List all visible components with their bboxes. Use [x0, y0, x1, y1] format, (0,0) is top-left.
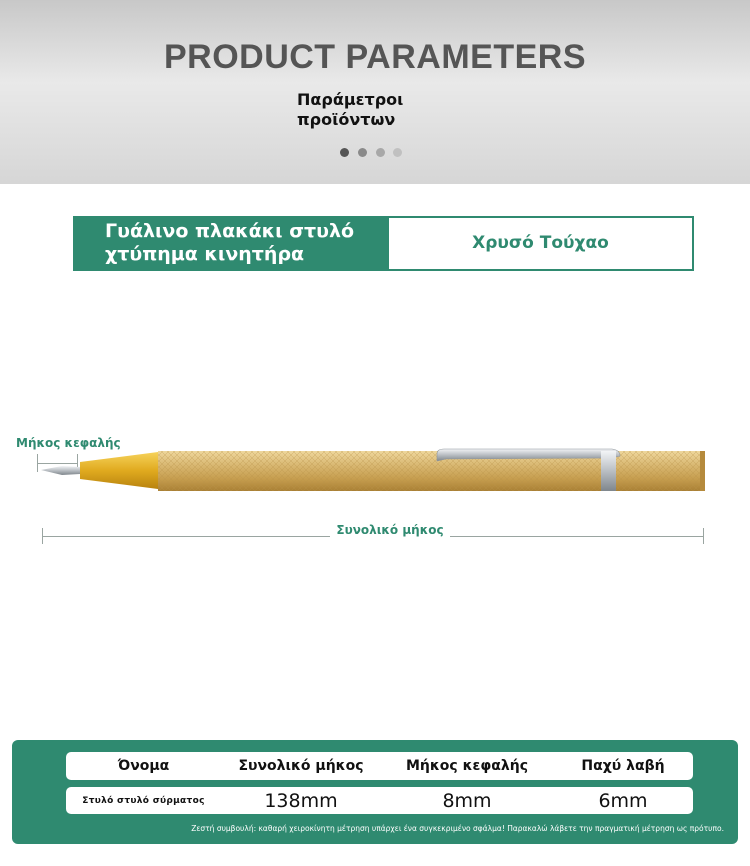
header-head-length: Μήκος κεφαλής [405, 758, 529, 774]
product-variant: Χρυσό Τούχαο [472, 233, 609, 253]
product-title-box [73, 216, 694, 271]
product-name: Γυάλινο πλακάκι στυλό χτύπημα κινητήρα [75, 218, 389, 269]
pen-diagram [0, 420, 750, 560]
pen-needle [41, 466, 80, 475]
cell-head-length: 8mm [442, 789, 492, 812]
total-length-line-right [450, 536, 703, 537]
measurement-note: Ζεστή συμβουλή: καθαρή χειροκίνητη μέτρηση υπάρχει ένα συγκεκριμένο σφάλμα! Παρακαλώ λάβετε την πραγματική μέτρηση ως πρότυπο. [191, 824, 724, 833]
table-row [66, 787, 693, 814]
carousel-dot-3[interactable] [376, 148, 385, 157]
carousel-dot-4[interactable] [393, 148, 402, 157]
table-header-row [66, 752, 693, 780]
total-length-tick-right [703, 528, 704, 544]
pen-cone [80, 452, 158, 489]
total-length-label: Συνολικό μήκος [336, 523, 444, 537]
cell-handle-thickness: 6mm [598, 789, 648, 812]
header-handle-thickness: Παχύ λαβή [581, 758, 665, 774]
pen-clip-ring [601, 451, 616, 491]
banner-subtitle: Παράμετροι προϊόντων [297, 90, 404, 129]
carousel-dot-2[interactable] [358, 148, 367, 157]
cell-total-length: 138mm [264, 789, 338, 812]
cell-name: Στυλό στυλό σύρματος [82, 795, 205, 806]
head-length-label: Μήκος κεφαλής [16, 436, 121, 450]
banner-heading: PRODUCT PARAMETERS [163, 38, 587, 76]
parameters-table [12, 740, 738, 844]
header-name: Όνομα [117, 758, 170, 774]
banner [0, 0, 750, 184]
carousel-dot-1[interactable] [340, 148, 349, 157]
total-length-line-left [42, 536, 330, 537]
header-total-length: Συνολικό μήκος [238, 758, 364, 774]
